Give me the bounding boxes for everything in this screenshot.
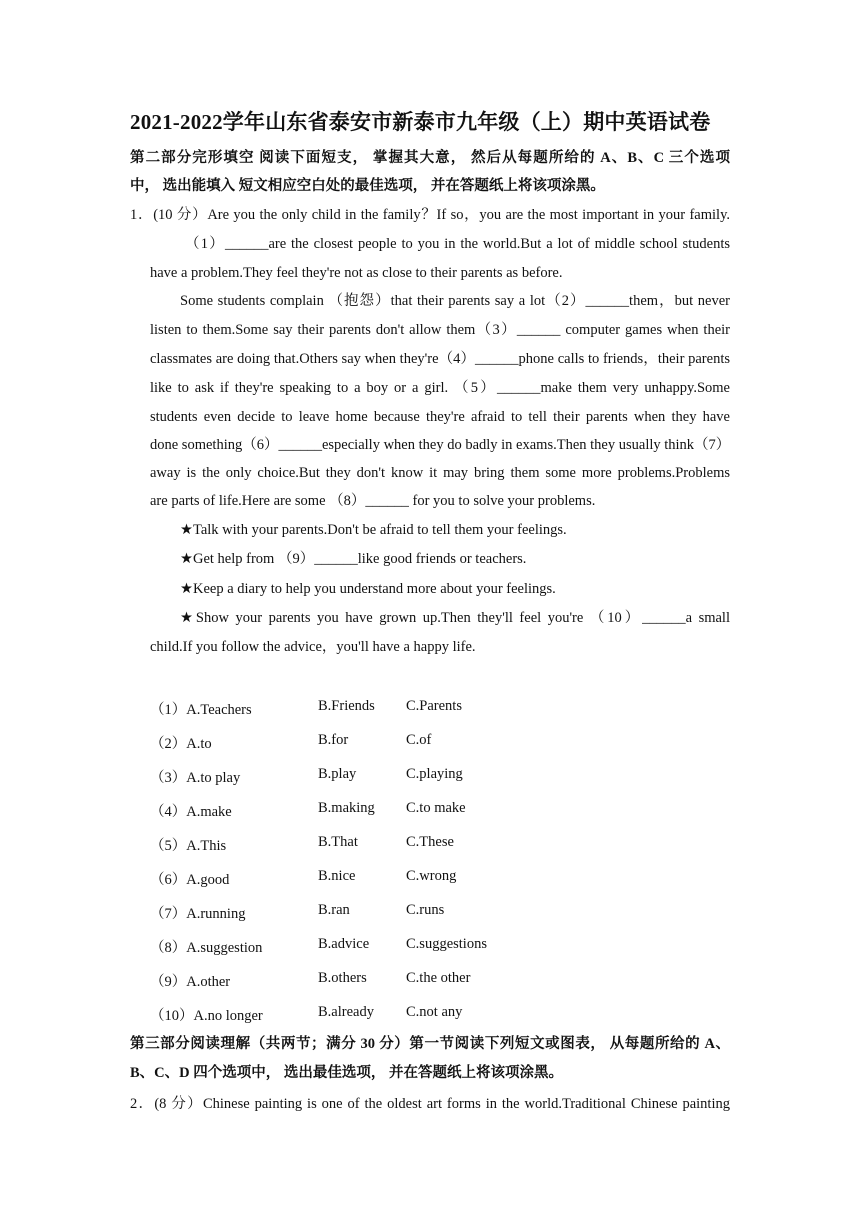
option-b: B.That [318,834,358,850]
option-b: B.already [318,1004,374,1020]
option-a: （10）A.no longer [150,1008,263,1024]
section3-instruction-line2: B、C、D 四个选项中， 选出最佳选项， 并在答题纸上将该项涂黑。 [130,1065,563,1081]
option-a: （9）A.other [150,974,231,990]
option-c: C.playing [406,766,463,782]
passage-line: have a problem.They feel they're not as close to their parents as before. [150,265,563,281]
passage-line: done something（6）______especially when they do badly in exams.Then they usually think（7） [150,437,731,453]
passage-line: classmates are doing that.Others say when they're（4）______phone calls to friends，their parents [150,351,730,367]
option-b: B.for [318,732,349,748]
passage-line: students even decide to leave home because they're afraid to tell their parents when they have [150,409,730,425]
passage-line: listen to them.Some say their parents don't allow them（3）______ computer games when their [150,322,730,338]
passage-line: like to ask if they're speaking to a boy or a girl. （5）______make them very unhappy.Some [150,380,730,396]
passage-line: Some students complain （抱怨）that their parents say a lot（2）______them，but never [180,293,730,309]
option-a: （7）A.running [150,906,246,922]
exam-title: 2021-2022学年山东省泰安市新泰市九年级（上）期中英语试卷 [130,110,711,134]
passage-line: child.If you follow the advice，you'll have a happy life. [150,639,476,655]
option-c: C.These [406,834,454,850]
option-b: B.advice [318,936,370,952]
option-c: C.suggestions [406,936,487,952]
option-a: （4）A.make [150,804,232,820]
option-a: （5）A.This [150,838,227,854]
tip-item: ★Show your parents you have grown up.Then they'll feel you're （10）______a small [180,610,730,626]
tip-item: ★Talk with your parents.Don't be afraid to tell them your feelings. [180,522,567,538]
option-b: B.play [318,766,357,782]
option-a: （3）A.to play [150,770,241,786]
option-c: C.the other [406,970,471,986]
option-c: C.Parents [406,698,462,714]
section2-instruction-line1: 第二部分完形填空 阅读下面短支， 掌握其大意， 然后从每题所给的 A、B、C 三个选项 [130,150,730,166]
option-a: （1）A.Teachers [150,702,252,718]
option-c: C.runs [406,902,445,918]
option-a: （8）A.suggestion [150,940,263,956]
question-2-line: 2．(8 分）Chinese painting is one of the oldest art forms in the world.Traditional Chinese painting [130,1096,730,1112]
passage-line: 1．(10 分）Are you the only child in the family？If so，you are the most important in your family. [130,207,730,223]
section3-instruction-line1: 第三部分阅读理解（共两节；满分 30 分）第一节阅读下列短文或图表， 从每题所给的 A、 [130,1036,730,1052]
option-a: （2）A.to [150,736,212,752]
option-b: B.others [318,970,367,986]
passage-line: are parts of life.Here are some （8）______ for you to solve your problems. [150,493,596,509]
tip-item: ★Keep a diary to help you understand more about your feelings. [180,581,556,597]
option-c: C.wrong [406,868,457,884]
option-b: B.Friends [318,698,375,714]
section2-instruction-line2: 中， 选出能填入 短文相应空白处的最佳选项， 并在答题纸上将该项涂黑。 [130,178,605,194]
option-c: C.to make [406,800,466,816]
option-b: B.making [318,800,375,816]
option-b: B.nice [318,868,356,884]
tip-item: ★Get help from （9）______like good friends or teachers. [180,551,527,567]
passage-line: away is the only choice.But they don't know it may bring them some more problems.Problems [150,465,730,481]
passage-line: （1）______are the closest people to you in the world.But a lot of middle school students [185,236,730,252]
option-c: C.not any [406,1004,463,1020]
option-b: B.ran [318,902,350,918]
option-a: （6）A.good [150,872,230,888]
option-c: C.of [406,732,432,748]
